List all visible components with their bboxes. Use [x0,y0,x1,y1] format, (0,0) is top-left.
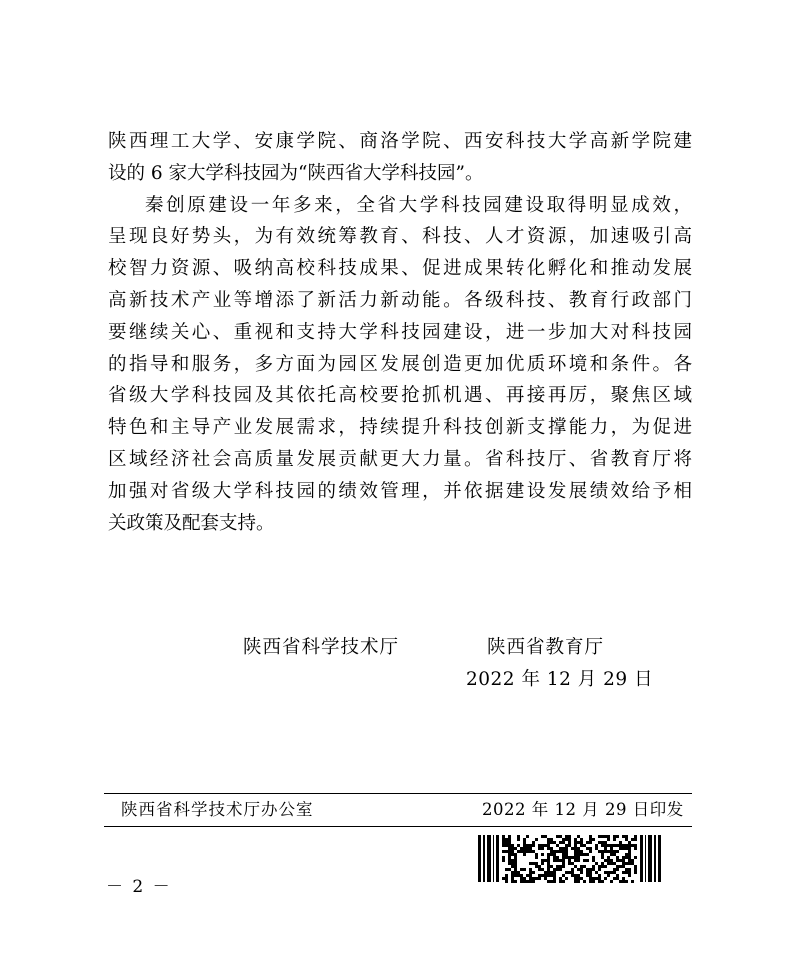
page-number: － 2 － [106,877,172,897]
body-line-6: 高新技术产业等增添了新活力新动能。各级科技、教育行政部门 [108,289,692,311]
body-line-13: 关政策及配套支持。 [108,512,275,534]
document-body [108,126,692,539]
body-line-7: 要继续关心、重视和支持大学科技园建设，进一步加大对科技园 [108,321,692,343]
body-line-2: 设的 6 家大学科技园为“陕西省大学科技园”。 [108,162,484,184]
body-line-12: 加强对省级大学科技园的绩效管理，并依据建设发展绩效给予相 [108,480,692,502]
issuer-education-department: 陕西省教育厅 [487,637,605,658]
body-line-5: 校智力资源、吸纳高校科技成果、促进成果转化孵化和推动发展 [108,258,692,280]
barcode-icon [476,833,663,884]
body-line-4: 呈现良好势头，为有效统筹教育、科技、人才资源，加速吸引高 [108,226,692,248]
body-line-8: 的指导和服务，多方面为园区发展创造更加优质环境和条件。各 [108,353,692,375]
body-line-3: 秦创原建设一年多来，全省大学科技园建设取得明显成效， [145,194,692,216]
footer-bottom-rule [104,826,692,827]
body-line-11: 区域经济社会高质量发展贡献更大力量。省科技厅、省教育厅将 [108,448,692,470]
footer-office: 陕西省科学技术厅办公室 [121,800,314,819]
footer-print-date: 2022 年 12 月 29 日印发 [482,800,684,819]
body-line-10: 特色和主导产业发展需求，持续提升科技创新支撑能力，为促进 [108,417,692,439]
footer-top-rule [104,793,692,794]
issuer-science-department: 陕西省科学技术厅 [243,637,400,658]
body-line-9: 省级大学科技园及其依托高校要抢抓机遇、再接再厉，聚焦区域 [108,385,692,407]
body-line-1: 陕西理工大学、安康学院、商洛学院、西安科技大学高新学院建 [108,131,692,152]
signature-date: 2022 年 12 月 29 日 [466,669,654,690]
